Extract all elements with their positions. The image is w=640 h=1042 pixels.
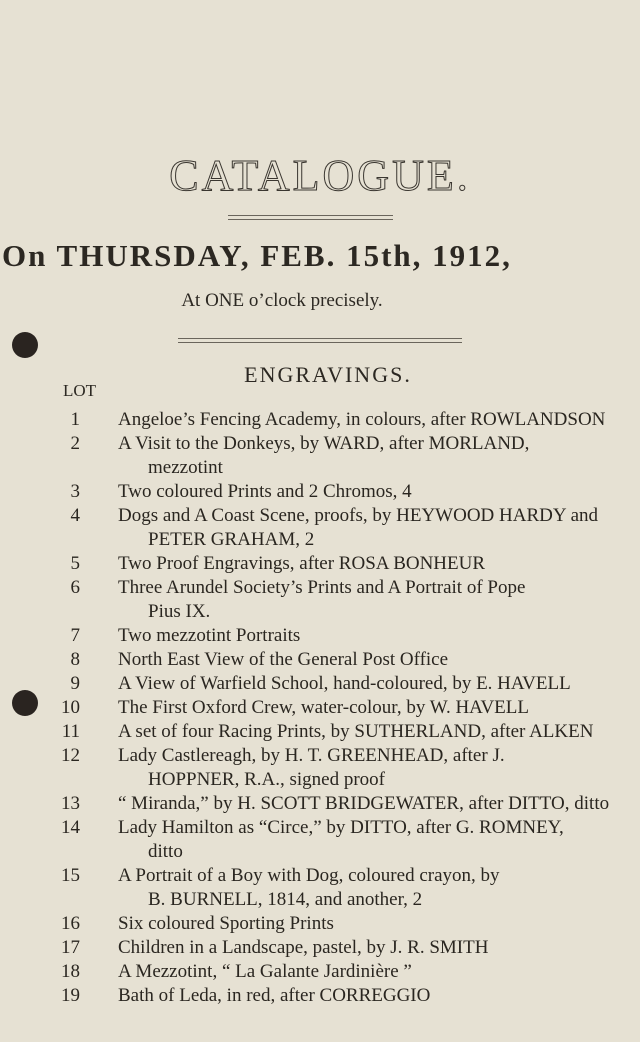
lot-item bbox=[0, 696, 640, 720]
lot-item bbox=[0, 648, 640, 672]
lot-item bbox=[0, 792, 640, 816]
lot-number: 2 bbox=[70, 433, 80, 454]
lot-item bbox=[0, 936, 640, 960]
lot-description: A Visit to the Donkeys, by WARD, after MORLAND, bbox=[118, 433, 530, 454]
lot-description: North East View of the General Post Office bbox=[118, 649, 449, 670]
lot-description: Three Arundel Society’s Prints and A Portrait of Pope bbox=[118, 577, 526, 598]
lot-number: 19 bbox=[61, 985, 80, 1006]
lot-number: 5 bbox=[70, 553, 80, 574]
divider bbox=[228, 219, 393, 220]
lot-description-continued bbox=[0, 600, 640, 624]
sale-time bbox=[0, 290, 640, 312]
lot-number: 9 bbox=[70, 673, 80, 694]
lot-description-continuation: Pius IX. bbox=[148, 601, 211, 622]
lot-number: 10 bbox=[61, 697, 80, 718]
lot-description-continued bbox=[0, 888, 640, 912]
binding-hole bbox=[12, 332, 38, 358]
lot-number: 7 bbox=[70, 625, 80, 646]
lot-item bbox=[0, 912, 640, 936]
lot-description: Six coloured Sporting Prints bbox=[118, 913, 334, 934]
lot-item bbox=[0, 552, 640, 576]
lot-item bbox=[0, 672, 640, 696]
lot-number: 11 bbox=[61, 721, 80, 742]
lot-description: A View of Warfield School, hand-coloured, by E. HAVELL bbox=[118, 673, 571, 694]
lot-item bbox=[0, 864, 640, 888]
lot-description: “ Miranda,” by H. SCOTT BRIDGEWATER, after DITTO, ditto bbox=[118, 793, 610, 814]
lot-number: 6 bbox=[70, 577, 80, 598]
lot-number: 13 bbox=[61, 793, 80, 814]
lot-list bbox=[0, 408, 640, 1008]
lot-description: Lady Hamilton as “Circe,” by DITTO, after G. ROMNEY, bbox=[118, 817, 564, 838]
lot-item bbox=[0, 576, 640, 600]
lot-description: A Portrait of a Boy with Dog, coloured crayon, by bbox=[118, 865, 500, 886]
lot-description: Lady Castlereagh, by H. T. GREENHEAD, after J. bbox=[118, 745, 505, 766]
lot-description-continued bbox=[0, 768, 640, 792]
lot-description-continuation: PETER GRAHAM, 2 bbox=[148, 529, 315, 550]
lot-number: 15 bbox=[61, 865, 80, 886]
divider bbox=[178, 338, 462, 339]
lot-description-continued bbox=[0, 528, 640, 552]
section-heading-text: ENGRAVINGS. bbox=[244, 362, 412, 387]
lot-number: 17 bbox=[61, 937, 80, 958]
lot-item bbox=[0, 480, 640, 504]
lot-description: Two coloured Prints and 2 Chromos, 4 bbox=[118, 481, 412, 502]
lot-description-continuation: B. BURNELL, 1814, and another, 2 bbox=[148, 889, 423, 910]
lot-item bbox=[0, 960, 640, 984]
lot-description-continuation: ditto bbox=[148, 841, 183, 862]
lot-item bbox=[0, 816, 640, 840]
lot-description: A Mezzotint, “ La Galante Jardinière ” bbox=[118, 961, 412, 982]
sale-time-text: At ONE o’clock precisely. bbox=[181, 290, 383, 311]
lot-description: The First Oxford Crew, water-colour, by W. HAVELL bbox=[118, 697, 529, 718]
lot-item bbox=[0, 984, 640, 1008]
lot-number: 1 bbox=[70, 409, 80, 430]
lot-description: Children in a Landscape, pastel, by J. R. SMITH bbox=[118, 937, 489, 958]
lot-number: 14 bbox=[61, 817, 80, 838]
lot-description: Bath of Leda, in red, after CORREGGIO bbox=[118, 985, 431, 1006]
lot-number: 3 bbox=[70, 481, 80, 502]
lot-number: 4 bbox=[70, 505, 80, 526]
lot-number: 8 bbox=[70, 649, 80, 670]
lot-number: 18 bbox=[61, 961, 80, 982]
lot-description: Two Proof Engravings, after ROSA BONHEUR bbox=[118, 553, 486, 574]
lot-description-continuation: mezzotint bbox=[148, 457, 223, 478]
lot-item bbox=[0, 720, 640, 744]
lot-description: Dogs and A Coast Scene, proofs, by HEYWOOD HARDY and bbox=[118, 505, 599, 526]
divider bbox=[178, 342, 462, 343]
lot-item bbox=[0, 432, 640, 456]
lot-description-continuation: HOPPNER, R.A., signed proof bbox=[148, 769, 385, 790]
catalogue-title: CATALOGUE. bbox=[169, 151, 471, 200]
lot-description: Angeloe’s Fencing Academy, in colours, after ROWLANDSON bbox=[118, 409, 606, 430]
lot-number: 16 bbox=[61, 913, 80, 934]
lot-item bbox=[0, 408, 640, 432]
lot-column-heading: LOT bbox=[63, 381, 97, 400]
lot-item bbox=[0, 504, 640, 528]
lot-description-continued bbox=[0, 456, 640, 480]
lot-item bbox=[0, 744, 640, 768]
lot-description: A set of four Racing Prints, by SUTHERLAND, after ALKEN bbox=[118, 721, 594, 742]
sale-date: On THURSDAY, FEB. 15th, 1912, bbox=[2, 238, 512, 273]
lot-item bbox=[0, 624, 640, 648]
lot-number: 12 bbox=[61, 745, 80, 766]
divider bbox=[228, 215, 393, 216]
lot-description: Two mezzotint Portraits bbox=[118, 625, 301, 646]
lot-description-continued bbox=[0, 840, 640, 864]
